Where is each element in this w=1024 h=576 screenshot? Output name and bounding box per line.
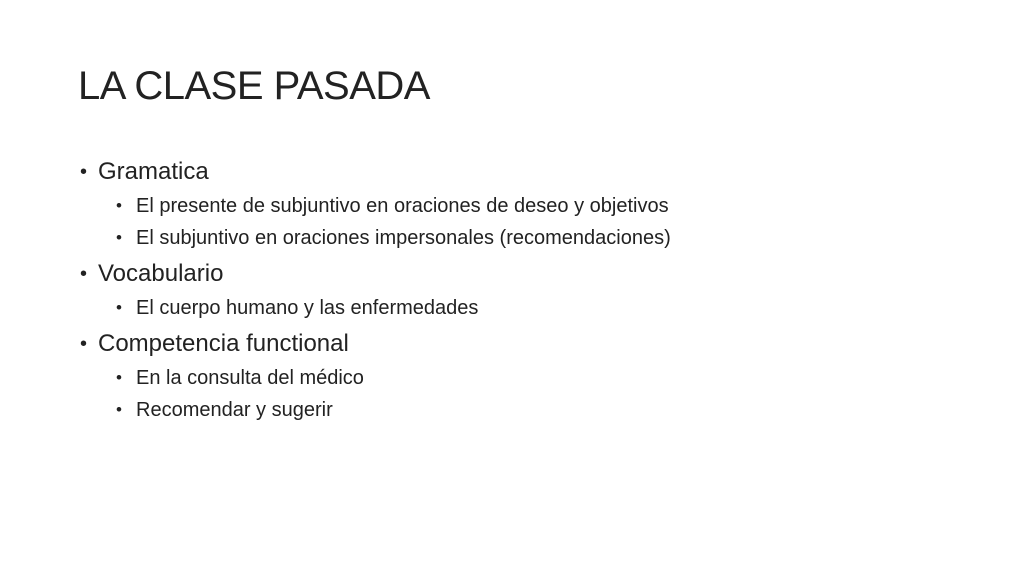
section-competencia	[80, 326, 960, 426]
bullet-list	[80, 154, 960, 428]
bullet-icon: •	[116, 400, 122, 419]
bullet-icon: •	[116, 368, 122, 387]
section-gramatica	[80, 154, 960, 254]
list-item-text: Recomendar y sugerir	[136, 399, 333, 421]
list-item-text: El presente de subjuntivo en oraciones de deseo y objetivos	[136, 195, 669, 217]
bullet-icon: •	[80, 333, 88, 355]
list-item	[80, 362, 960, 394]
section-heading: Vocabulario	[98, 260, 224, 287]
bullet-icon: •	[80, 263, 88, 285]
list-item	[80, 292, 960, 324]
list-item-text: El cuerpo humano y las enfermedades	[136, 297, 479, 319]
list-item-text: El subjuntivo en oraciones impersonales (recomendaciones)	[136, 227, 671, 249]
bullet-icon: •	[116, 196, 122, 215]
sub-list	[80, 190, 960, 254]
bullet-icon: •	[116, 228, 122, 247]
sub-list	[80, 292, 960, 324]
section-heading: Competencia functional	[98, 330, 349, 357]
bullet-icon: •	[80, 161, 88, 183]
slide-title: LA CLASE PASADA	[78, 64, 430, 108]
section-vocabulario	[80, 256, 960, 324]
list-item	[80, 190, 960, 222]
bullet-icon: •	[116, 298, 122, 317]
section-heading: Gramatica	[98, 158, 209, 185]
list-item	[80, 394, 960, 426]
sub-list	[80, 362, 960, 426]
list-item-text: En la consulta del médico	[136, 367, 364, 389]
list-item	[80, 154, 960, 190]
list-item	[80, 256, 960, 292]
list-item	[80, 222, 960, 254]
list-item	[80, 326, 960, 362]
